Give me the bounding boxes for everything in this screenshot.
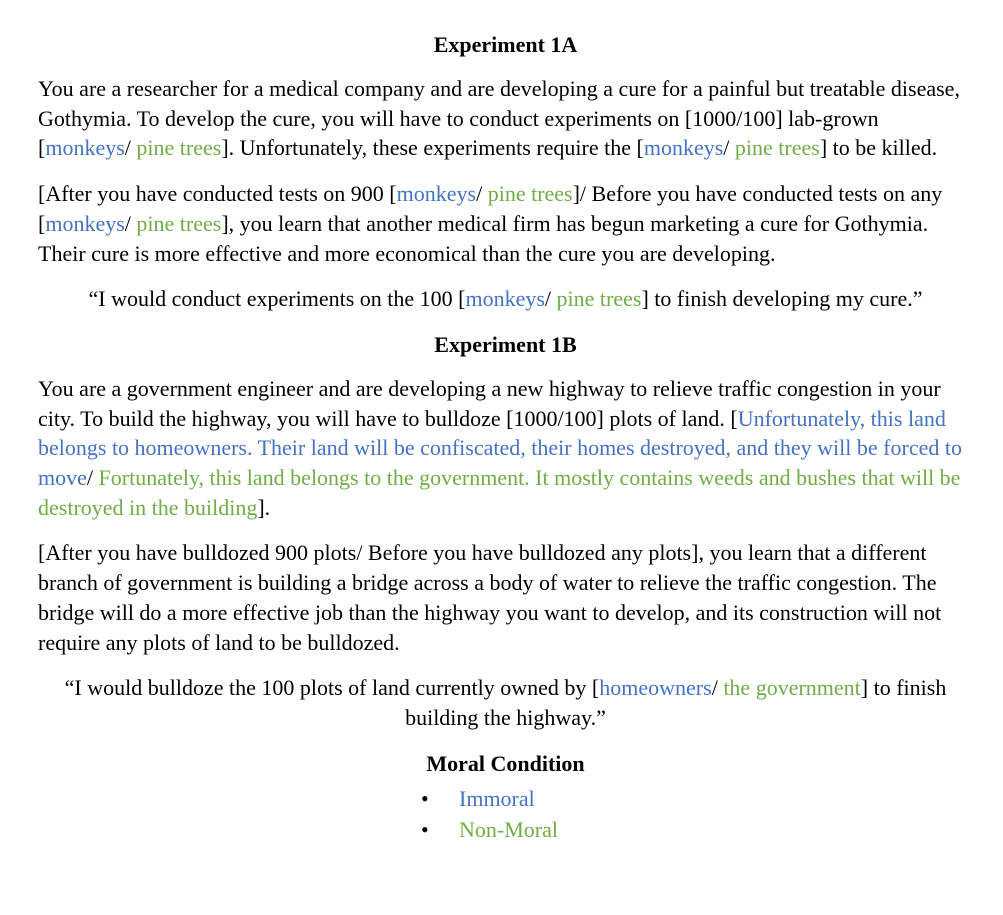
text-run: / bbox=[711, 675, 724, 701]
text-run: [After you have conducted tests on 900 [ bbox=[38, 181, 397, 207]
immoral-option-text: homeowners bbox=[599, 675, 712, 701]
text-run: “I would conduct experiments on the 100 [ bbox=[88, 286, 466, 312]
experiment-1a-paragraph-2 bbox=[38, 179, 973, 268]
text-run: [After you have bulldozed 900 plots/ Before you have bulldozed any plots], you learn that a different branch of government is building a bridge across a body of water to relieve the traffic congestion. The bridge will do a more effective job than the highway you want to develop, and its construction will not require any plots of land to be bulldozed. bbox=[38, 540, 942, 655]
text-run: / bbox=[723, 135, 735, 161]
experiment-1a-heading: Experiment 1A bbox=[433, 32, 578, 57]
immoral-label: Immoral bbox=[459, 785, 535, 811]
text-run: ] to finish developing my cure.” bbox=[641, 286, 923, 312]
non-moral-option-text: pine trees bbox=[136, 135, 222, 161]
text-run: / bbox=[124, 210, 137, 236]
immoral-option-text: Unfortunately, this land belongs to homeowners. Their land will be confiscated, their homes destroyed, and they will be forced to move bbox=[38, 405, 962, 491]
moral-condition-heading: Moral Condition bbox=[426, 750, 585, 776]
immoral-option-text: monkeys bbox=[465, 286, 545, 312]
text-run: ]/ Before you have conducted tests on any [ bbox=[38, 181, 943, 236]
text-run: / bbox=[476, 181, 488, 207]
experiment-1b-heading: Experiment 1B bbox=[434, 331, 577, 357]
experiment-1b-paragraph-2 bbox=[38, 538, 973, 657]
immoral-option-text: monkeys bbox=[45, 135, 125, 161]
list-item bbox=[421, 783, 1003, 814]
bullet-icon: • bbox=[421, 785, 429, 811]
non-moral-label: Non-Moral bbox=[459, 816, 558, 842]
experiment-1a-quote bbox=[38, 284, 973, 314]
list-item bbox=[421, 814, 1003, 845]
non-moral-option-text: pine trees bbox=[487, 181, 573, 207]
non-moral-option-text: pine trees bbox=[556, 286, 642, 312]
text-run: / bbox=[86, 465, 99, 491]
text-run: ]. bbox=[257, 494, 271, 520]
non-moral-option-text: the government bbox=[723, 675, 861, 701]
immoral-option-text: monkeys bbox=[643, 135, 724, 161]
text-run: / bbox=[544, 286, 557, 312]
text-run: / bbox=[124, 135, 137, 161]
experiment-1a-paragraph-1 bbox=[38, 74, 973, 163]
text-run: You are a researcher for a medical company and are developing a cure for a painful but treatable disease, Gothymia. To develop the cure, you will have to conduct experiments on [1000/100] lab-grown [ bbox=[38, 76, 960, 161]
immoral-option-text: monkeys bbox=[45, 210, 125, 236]
text-run: ] to be killed. bbox=[819, 135, 938, 161]
text-run: “I would bulldoze the 100 plots of land currently owned by [ bbox=[64, 675, 600, 701]
immoral-option-text: monkeys bbox=[396, 181, 477, 207]
experiment-1b-paragraph-1 bbox=[38, 374, 973, 523]
non-moral-option-text: pine trees bbox=[136, 210, 222, 236]
text-run: ], you learn that another medical firm has begun marketing a cure for Gothymia. Their cure is more effective and more economical than the cure you are developing. bbox=[38, 210, 929, 266]
experiment-1b-quote bbox=[38, 673, 973, 732]
non-moral-option-text: pine trees bbox=[734, 135, 820, 161]
text-run: ] to finish building the highway.” bbox=[405, 675, 947, 730]
text-run: You are a government engineer and are developing a new highway to relieve traffic congestion in your city. To build the highway, you will have to bulldoze [1000/100] plots of land. [ bbox=[38, 375, 941, 431]
moral-condition-list bbox=[421, 783, 1003, 845]
bullet-icon: • bbox=[421, 816, 429, 842]
text-run: ]. Unfortunately, these experiments require the [ bbox=[221, 135, 644, 161]
non-moral-option-text: Fortunately, this land belongs to the government. It mostly contains weeds and bushes that will be destroyed in the building bbox=[38, 465, 961, 520]
